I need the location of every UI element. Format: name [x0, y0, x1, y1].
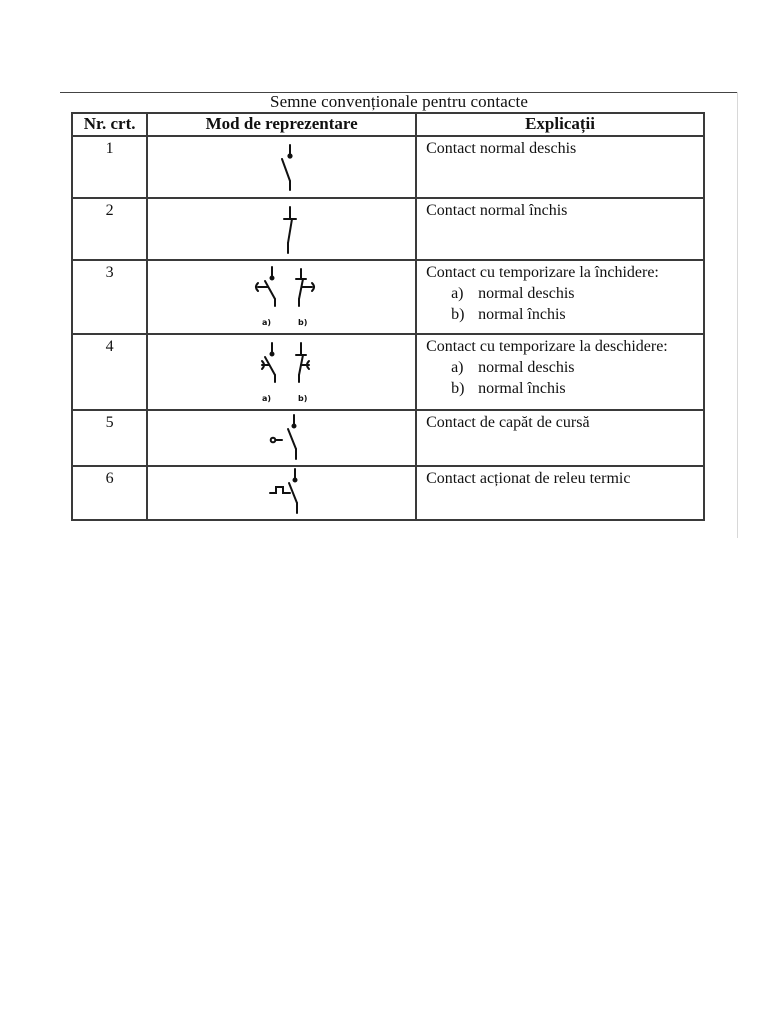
explanation-text: Contact cu temporizare la deschidere:: [426, 338, 668, 355]
row-number: 5: [72, 410, 147, 466]
list-text: normal închis: [478, 380, 566, 397]
table-row: [72, 260, 704, 334]
sub-label-a: a): [262, 318, 272, 327]
explanation-cell: Contact de capăt de cursă: [416, 410, 704, 466]
sub-label-a: a): [262, 394, 272, 403]
table-row: [72, 466, 704, 520]
document-title: Semne convenționale pentru contacte: [270, 92, 528, 111]
limit-switch-contact-icon: [148, 411, 416, 465]
explanation-cell: [416, 334, 704, 410]
table-row: [72, 410, 704, 466]
list-item: [426, 283, 703, 304]
page-edge-line: [737, 92, 738, 538]
list-marker: b): [451, 306, 465, 323]
thermal-relay-contact-icon: [148, 467, 416, 519]
delayed-opening-contact-icon: [148, 335, 416, 409]
delayed-closing-contact-icon: [148, 261, 416, 333]
row-number: 2: [72, 198, 147, 260]
symbol-cell: [147, 466, 416, 520]
explanation-text: Contact cu temporizare la închidere:: [426, 264, 659, 281]
list-item: [426, 378, 703, 399]
symbol-cell: [147, 334, 416, 410]
table-row: [72, 198, 704, 260]
list-marker: b): [451, 380, 465, 397]
contacts-table: [71, 112, 705, 521]
explanation-cell: Contact acționat de releu termic: [416, 466, 704, 520]
header-explanation: Explicații: [416, 113, 704, 136]
sub-label-b: b): [298, 394, 308, 403]
list-text: normal închis: [478, 306, 566, 323]
list-item: [426, 357, 703, 378]
normally-open-contact-icon: [148, 137, 416, 197]
row-number: 6: [72, 466, 147, 520]
sub-label-b: b): [298, 318, 308, 327]
header-nr: Nr. crt.: [72, 113, 147, 136]
symbol-cell: [147, 410, 416, 466]
row-number: 3: [72, 260, 147, 334]
explanation-cell: [416, 260, 704, 334]
list-text: normal deschis: [478, 359, 575, 376]
explanation-list: [426, 283, 703, 325]
symbol-cell: [147, 260, 416, 334]
list-text: normal deschis: [478, 285, 575, 302]
list-marker: a): [451, 359, 464, 376]
symbol-cell: [147, 198, 416, 260]
row-number: 1: [72, 136, 147, 198]
table-row: [72, 136, 704, 198]
table-row: [72, 334, 704, 410]
explanation-list: [426, 357, 703, 399]
explanation-cell: Contact normal închis: [416, 198, 704, 260]
header-symbol: Mod de reprezentare: [147, 113, 416, 136]
list-marker: a): [451, 285, 464, 302]
header-row: [72, 113, 704, 136]
normally-closed-contact-icon: [148, 199, 416, 259]
list-item: [426, 304, 703, 325]
symbol-cell: [147, 136, 416, 198]
row-number: 4: [72, 334, 147, 410]
explanation-cell: Contact normal deschis: [416, 136, 704, 198]
